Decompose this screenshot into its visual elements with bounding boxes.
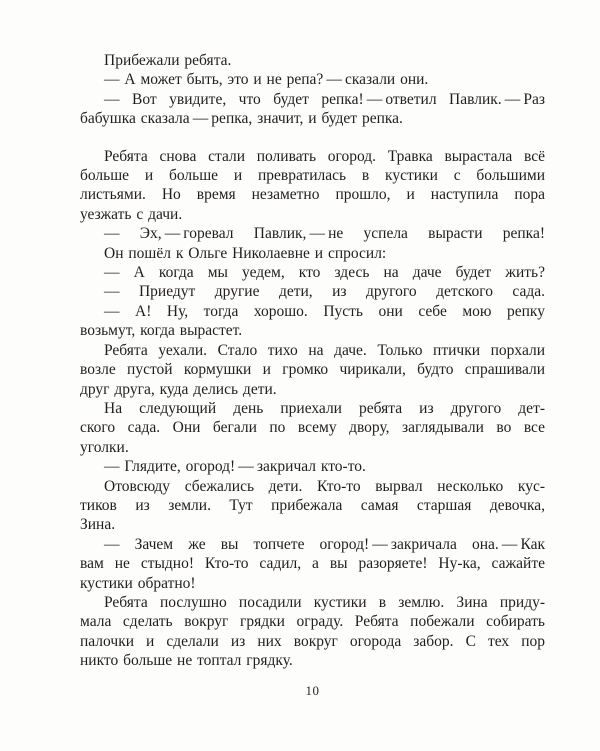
text-line: ского сада. Они бегали по всему двору, заглядывали во все xyxy=(80,419,545,437)
text-line: Зина. xyxy=(80,516,116,534)
paragraph xyxy=(80,302,545,341)
text-line: уголки. xyxy=(80,438,129,456)
text-line: листьями. Но время незаметно прошло, и наступила пора xyxy=(80,186,545,204)
text-line: уезжать с дачи. xyxy=(80,205,183,223)
text-line: Отовсюду сбежались дети. Кто-то вырвал несколько кус- xyxy=(104,477,545,495)
text-line: — Глядите, огород! — закричал кто-то. xyxy=(104,458,366,476)
paragraph xyxy=(80,224,545,243)
paragraph xyxy=(80,90,545,129)
paragraph xyxy=(80,263,545,282)
text-line: друг друга, куда делись дети. xyxy=(80,380,277,398)
text-line: — Вот увидите, что будет репка! — ответил Павлик. — Раз xyxy=(104,90,545,108)
text-line: больше и больше и превратилась в кустики с большими xyxy=(80,167,545,185)
text-line: Прибежали ребята. xyxy=(104,52,232,69)
paragraph xyxy=(80,51,545,70)
text-line: бабушка сказала — репка, значит, и будет репка. xyxy=(80,110,403,128)
paragraph xyxy=(80,477,545,535)
page-number: 10 xyxy=(305,683,320,698)
text-line: Ребята снова стали поливать огород. Травка вырастала всё xyxy=(104,147,545,165)
text-line: никто больше не топтал грядку. xyxy=(80,652,293,670)
paragraph xyxy=(80,341,545,399)
text-line: — Зачем же вы топчете огород! — закричала она. — Как xyxy=(104,535,545,553)
text-line: возьмут, когда вырастет. xyxy=(80,322,243,340)
text-line: — А! Ну, тогда хорошо. Пусть они себе мою репку xyxy=(104,302,545,320)
paragraph xyxy=(80,535,545,593)
text-line: кустики обратно! xyxy=(80,574,196,592)
text-line: мала сделать вокруг грядки ограду. Ребята побежали собирать xyxy=(80,613,545,631)
paragraph xyxy=(80,282,545,301)
text-line: Ребята уехали. Стало тихо на даче. Только птички порхали xyxy=(104,341,545,359)
text-line: — А может быть, это и не репа? — сказали они. xyxy=(104,71,429,89)
text-line: На следующий день приехали ребята из другого дет- xyxy=(104,399,545,417)
text-line: — А когда мы уедем, кто здесь на даче будет жить? xyxy=(104,264,545,282)
paragraph xyxy=(80,70,545,89)
paragraph xyxy=(80,147,545,225)
paragraph xyxy=(80,244,545,263)
text-line: Он пошёл к Ольге Николаевне и спросил: xyxy=(104,244,387,262)
paragraph xyxy=(80,399,545,457)
text-line: Ребята послушно посадили кустики в землю. Зина приду- xyxy=(104,593,545,611)
paragraph xyxy=(80,457,545,476)
text-line: возле пустой кормушки и громко чирикали, будто спрашивали xyxy=(80,361,545,379)
text-line: — Приедут другие дети, из другого детского сада. xyxy=(104,283,545,301)
story-text xyxy=(80,51,545,671)
text-line: тиков из земли. Тут прибежала самая старшая девочка, xyxy=(80,496,545,514)
text-line: — Эх, — горевал Павлик, — не успела вырасти репка! xyxy=(104,225,545,243)
text-line: вам не стыдно! Кто-то садил, а вы разоряете! Ну-ка, сажайте xyxy=(80,555,545,573)
text-line: палочки и сделали из них вокруг огорода забор. С тех пор xyxy=(80,632,545,650)
paragraph xyxy=(80,593,545,671)
